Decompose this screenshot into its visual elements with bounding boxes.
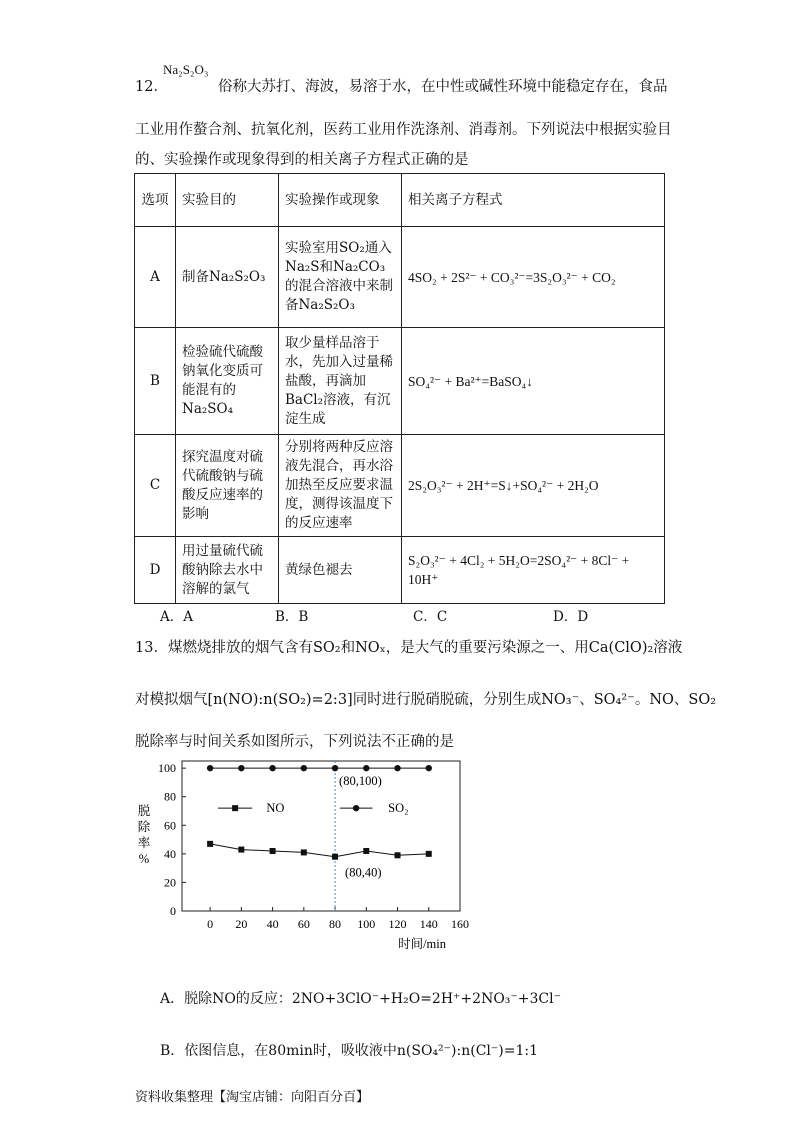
q12-option-c: C．C xyxy=(413,609,448,625)
x-tick-label: 100 xyxy=(357,917,376,931)
data-point-so2 xyxy=(394,765,400,771)
header-purpose: 实验目的 xyxy=(176,174,279,227)
data-point-no xyxy=(363,848,369,854)
row-operation: 黄绿色褪去 xyxy=(279,537,402,604)
q13-line1: 13．煤燃烧排放的烟气含有SO₂和NOₓ，是大气的重要污染源之一、用Ca(ClO)₂溶液 xyxy=(135,640,683,656)
row-equation: SO₄²⁻ + Ba²⁺=BaSO₄↓ xyxy=(402,328,665,435)
footer-source: 资料收集整理【淘宝店铺：向阳百分百】 xyxy=(135,1090,370,1105)
row-purpose: 检验硫代硫酸钠氧化变质可能混有的Na₂SO₄ xyxy=(176,328,279,435)
x-tick-label: 140 xyxy=(419,917,438,931)
table-row xyxy=(135,328,665,435)
data-point-so2 xyxy=(269,765,275,771)
x-tick-label: 80 xyxy=(329,917,342,931)
y-tick-label: 60 xyxy=(164,818,176,833)
row-option: B xyxy=(135,328,176,435)
data-point-so2 xyxy=(363,765,369,771)
row-option: D xyxy=(135,537,176,604)
row-equation: 2S₂O₃²⁻ + 2H⁺=S↓+SO₄²⁻ + 2H₂O xyxy=(402,435,665,537)
x-tick-label: 0 xyxy=(207,917,214,931)
data-point-no xyxy=(238,847,244,853)
row-option: A xyxy=(135,227,176,328)
header-operation: 实验操作或现象 xyxy=(279,174,402,227)
data-point-so2 xyxy=(238,765,244,771)
header-equation: 相关离子方程式 xyxy=(402,174,665,227)
x-tick-label: 120 xyxy=(388,917,407,931)
row-option: C xyxy=(135,435,176,537)
q13-line2: 对模拟烟气[n(NO):n(SO₂)=2:3]同时进行脱硝脱硫，分别生成NO₃⁻、SO₄²⁻。NO、SO₂ xyxy=(135,692,717,708)
q13-option-a: A．脱除NO的反应：2NO+3ClO⁻+H₂O=2H⁺+2NO₃⁻+3Cl⁻ xyxy=(160,991,562,1007)
q12-option-b: B．B xyxy=(275,609,309,625)
legend-marker-no xyxy=(232,805,238,811)
data-point-so2 xyxy=(207,765,213,771)
table-row xyxy=(135,435,665,537)
x-axis-label: 时间/min xyxy=(398,937,446,951)
y-axis-label-char: 脱 xyxy=(137,804,151,818)
x-tick-label: 60 xyxy=(297,917,310,931)
y-tick-label: 100 xyxy=(158,761,176,776)
y-tick-label: 80 xyxy=(164,789,176,804)
data-point-so2 xyxy=(332,765,338,771)
table-row xyxy=(135,537,665,604)
q12-line3: 的、实验操作或现象得到的相关离子方程式正确的是 xyxy=(135,152,469,168)
header-option: 选项 xyxy=(135,174,176,227)
legend-label-no: NO xyxy=(266,801,285,816)
q12-table xyxy=(134,173,665,604)
data-point-so2 xyxy=(301,765,307,771)
q12-number: 12． xyxy=(135,79,168,95)
row-purpose: 探究温度对硫代硫酸钠与硫酸反应速率的影响 xyxy=(176,435,279,537)
q12-option-a: A．A xyxy=(160,609,193,625)
y-axis-label-char: 率 xyxy=(137,836,151,850)
q12-line1: 俗称大苏打、海波，易溶于水，在中性或碱性环境中能稳定存在，食品 xyxy=(218,79,668,95)
y-axis-label-char: % xyxy=(138,852,150,866)
data-point-no xyxy=(332,854,338,860)
data-point-no xyxy=(270,848,276,854)
data-point-no xyxy=(395,852,401,858)
q13-line3: 脱除率与时间关系如图所示，下列说法不正确的是 xyxy=(135,734,454,750)
legend-label-so2: SO₂ xyxy=(388,801,409,816)
row-purpose: 制备Na₂S₂O₃ xyxy=(176,227,279,328)
y-axis-label-char: 除 xyxy=(137,820,151,834)
data-point-no xyxy=(426,851,432,857)
table-row xyxy=(135,227,665,328)
q12-option-d: D．D xyxy=(553,609,589,625)
y-tick-label: 0 xyxy=(170,904,176,918)
row-operation: 实验室用SO₂通入Na₂S和Na₂CO₃的混合溶液中来制备Na₂S₂O₃ xyxy=(279,227,402,328)
row-operation: 分别将两种反应溶液先混合，再水浴加热至反应要求温度，测得该温度下的反应速率 xyxy=(279,435,402,537)
plot-frame xyxy=(182,761,460,911)
row-equation: 4SO₂ + 2S²⁻ + CO₃²⁻=3S₂O₃²⁻ + CO₂ xyxy=(402,227,665,328)
x-tick-label: 160 xyxy=(451,917,469,931)
legend-marker-so2 xyxy=(353,805,359,811)
q12-line2: 工业用作螯合剂、抗氧化剂，医药工业用作洗涤剂、消毒剂。下列说法中根据实验目 xyxy=(135,122,672,138)
annotation-80-100: (80,100) xyxy=(339,774,382,789)
x-tick-label: 40 xyxy=(266,917,279,931)
row-purpose: 用过量硫代硫酸钠除去水中溶解的氯气 xyxy=(176,537,279,604)
table-header-row xyxy=(135,174,665,227)
data-point-so2 xyxy=(426,765,432,771)
removal-rate-chart xyxy=(130,755,470,955)
data-point-no xyxy=(301,849,307,855)
row-equation: S₂O₃²⁻ + 4Cl₂ + 5H₂O=2SO₄²⁻ + 8Cl⁻ + 10H⁺ xyxy=(402,537,665,604)
q12-formula: Na₂S₂O₃ xyxy=(163,62,209,77)
q13-option-b: B．依图信息，在80min时，吸收液中n(SO₄²⁻):n(Cl⁻)=1:1 xyxy=(160,1043,538,1059)
y-tick-label: 20 xyxy=(164,875,176,890)
y-tick-label: 40 xyxy=(164,846,176,861)
annotation-80-40: (80,40) xyxy=(345,865,382,880)
data-point-no xyxy=(207,841,213,847)
row-operation: 取少量样品溶于水，先加入过量稀盐酸，再滴加BaCl₂溶液，有沉淀生成 xyxy=(279,328,402,435)
x-tick-label: 20 xyxy=(235,917,248,931)
